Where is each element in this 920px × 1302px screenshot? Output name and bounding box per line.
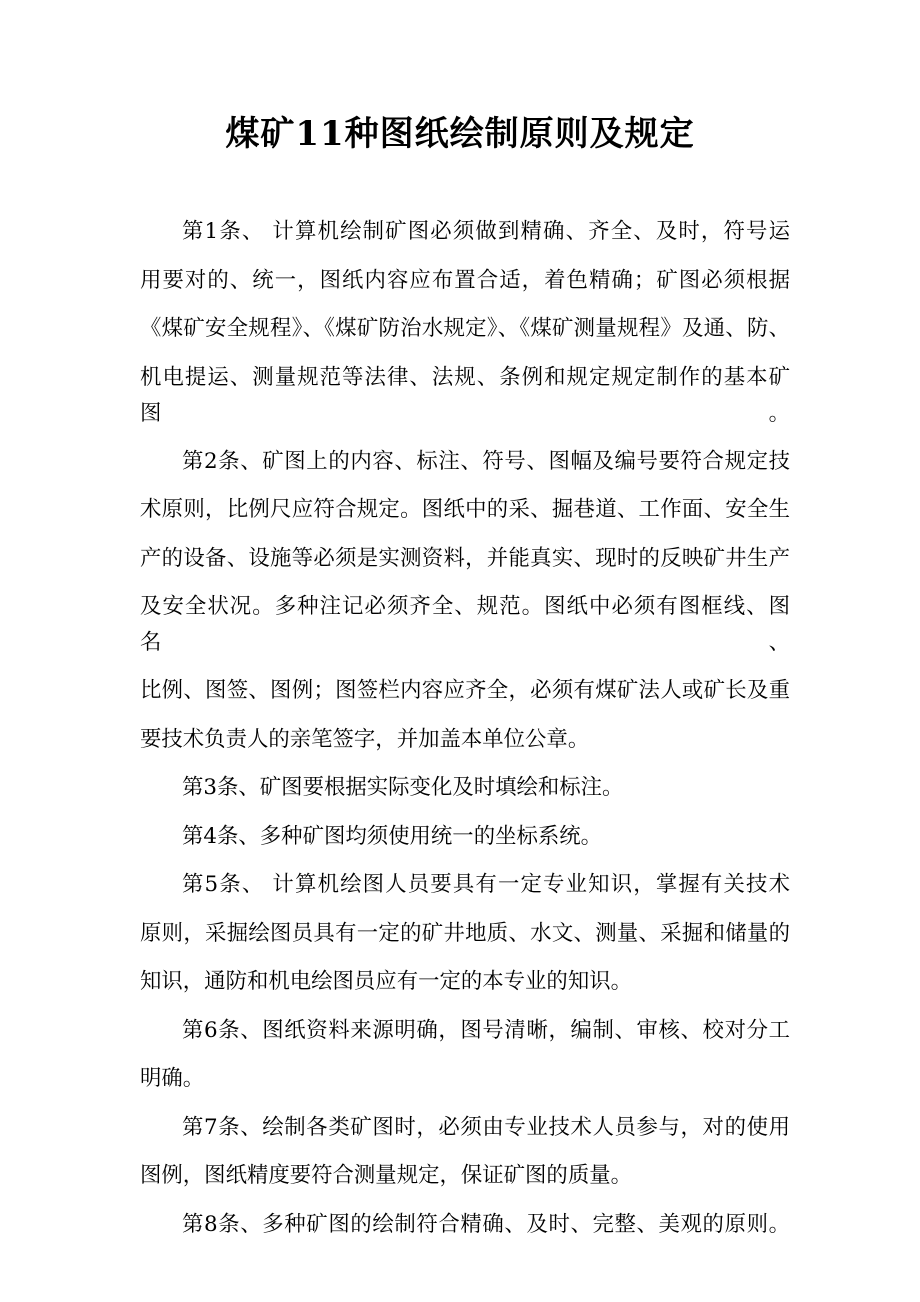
text-line: 第3条、矿图要根据实际变化及时填绘和标注。 [182, 775, 624, 800]
paragraph-article-5 [140, 867, 790, 1013]
document-title: 煤矿11种图纸绘制原则及规定 [225, 114, 695, 154]
text-line: 要技术负责人的亲笔签字，并加盖本单位公章。 [140, 726, 590, 752]
text-line: 第7条、绘制各类矿图时，必须由专业技术人员参与，对的使用 [182, 1114, 790, 1140]
text-line: 明确。 [140, 1066, 205, 1091]
text-line: 用要对的、统一，图纸内容应布置合适，着色精确；矿图必须根据 [140, 267, 790, 293]
paragraph-article-4 [140, 819, 790, 868]
text-line: 术原则，比例尺应符合规定。图纸中的采、掘巷道、工作面、安全生 [140, 497, 790, 522]
text-line: 第1条、 计算机绘制矿图必须做到精确、齐全、及时，符号运 [182, 219, 790, 244]
paragraph-article-6 [140, 1013, 790, 1110]
text-line: 图例，图纸精度要符合测量规定，保证矿图的质量。 [140, 1163, 632, 1188]
text-line: 第5条、 计算机绘图人员要具有一定专业知识，掌握有关技术 [182, 872, 790, 897]
paragraph-article-7 [140, 1110, 790, 1207]
text-line: 《煤矿安全规程》、《煤矿防治水规定》、《煤矿测量规程》及通、防、 [140, 316, 790, 341]
document-body [140, 214, 790, 1295]
text-line: 原则，采掘绘图员具有一定的矿井地质、水文、测量、采掘和储量的 [140, 920, 790, 946]
text-line: 比例、图签、图例；图签栏内容应齐全，必须有煤矿法人或矿长及重 [140, 678, 790, 703]
text-line: 第4条、多种矿图均须使用统一的坐标系统。 [182, 823, 603, 849]
text-line: 知识，通防和机电绘图员应有一定的本专业的知识。 [140, 969, 632, 994]
paragraph-article-3 [140, 770, 790, 819]
text-line: 第2条、矿图上的内容、标注、符号、图幅及编号要符合规定技 [182, 448, 790, 474]
paragraph-article-1 [140, 214, 790, 444]
text-line: 第6条、图纸资料来源明确，图号清晰，编制、审核、校对分工 [182, 1017, 790, 1043]
text-line: 机电提运、测量规范等法律、法规、条例和规定规定制作的基本矿图。 [140, 364, 790, 426]
paragraph-article-8 [140, 1207, 790, 1256]
text-line: 产的设备、设施等必须是实测资料，并能真实、现时的反映矿井生产 [140, 545, 790, 571]
paragraph-article-2 [140, 444, 790, 771]
text-line: 及安全状况。多种注记必须齐全、规范。图纸中必须有图框线、图名、 [140, 594, 790, 655]
text-line: 第8条、多种矿图的绘制符合精确、及时、完整、美观的原则。 [182, 1211, 790, 1237]
